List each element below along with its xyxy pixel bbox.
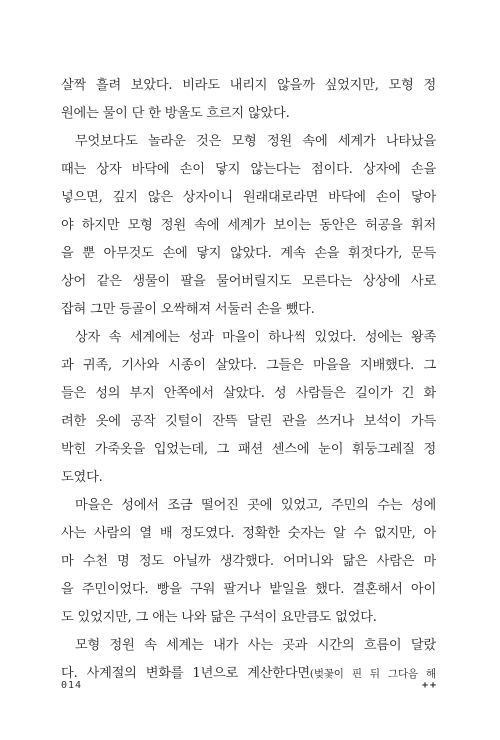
text-line-1: 살짝 흘려 보았다. 비라도 내리지 않을까 싶었지만, 모형 정 <box>61 78 436 93</box>
footer-mark: ++ <box>421 680 438 691</box>
text-line-19: 을 주민이었다. 빵을 구워 팔거나 밭일을 했다. 결혼해서 아이 <box>61 582 436 597</box>
text-line-22-small: (벚꽃이 핀 뒤 그다음 해 <box>309 668 436 680</box>
text-line-3: 무엇보다도 놀라운 것은 모형 정원 속에 세계가 나타났을 <box>75 134 436 149</box>
text-line-8: 상어 같은 생물이 팔을 물어버릴지도 모른다는 상상에 사로 <box>61 274 436 289</box>
text-line-20: 도 있었지만, 그 애는 나와 닮은 구석이 요만큼도 없었다. <box>61 610 377 625</box>
page-number: 014 <box>61 680 83 691</box>
text-line-9: 잡혀 그만 등골이 오싹해져 서둘러 손을 뺐다. <box>61 302 315 317</box>
text-line-15: 도였다. <box>61 470 103 485</box>
text-line-14: 박힌 가죽옷을 입었는데, 그 패션 센스에 눈이 휘둥그레질 정 <box>61 442 436 457</box>
text-line-13: 려한 옷에 공작 깃털이 잔뜩 달린 관을 쓰거나 보석이 가득 <box>61 414 436 429</box>
text-line-10: 상자 속 세계에는 성과 마을이 하나씩 있었다. 성에는 왕족 <box>75 330 436 345</box>
text-line-12: 들은 성의 부지 안쪽에서 살았다. 성 사람들은 길이가 긴 화 <box>61 386 436 401</box>
text-line-22-main: 다. 사계절의 변화를 1년으로 계산한다면 <box>61 666 310 681</box>
text-line-6: 야 하지만 모형 정원 속에 세계가 보이는 동안은 허공을 휘저 <box>61 218 436 233</box>
text-line-17: 사는 사람의 열 배 정도였다. 정확한 숫자는 알 수 없지만, 아 <box>61 526 436 541</box>
text-line-7: 을 뿐 아무것도 손에 닿지 않았다. 계속 손을 휘젓다가, 문득 <box>61 246 436 261</box>
text-line-2: 원에는 물이 단 한 방울도 흐르지 않았다. <box>61 106 290 121</box>
body-text <box>61 72 436 688</box>
text-line-5: 넣으면, 깊지 않은 상자이니 원래대로라면 바닥에 손이 닿아 <box>61 190 436 205</box>
text-line-4: 때는 상자 바닥에 손이 닿지 않는다는 점이다. 상자에 손을 <box>61 162 436 177</box>
text-line-21: 모형 정원 속 세계는 내가 사는 곳과 시간의 흐름이 달랐 <box>75 638 436 653</box>
text-line-11: 과 귀족, 기사와 시종이 살았다. 그들은 마을을 지배했다. 그 <box>61 358 436 373</box>
text-line-18: 마 수천 명 정도 아닐까 생각했다. 어머니와 닮은 사람은 마 <box>61 554 436 569</box>
text-line-22 <box>61 660 436 688</box>
text-line-16: 마을은 성에서 조금 떨어진 곳에 있었고, 주민의 수는 성에 <box>75 498 436 513</box>
